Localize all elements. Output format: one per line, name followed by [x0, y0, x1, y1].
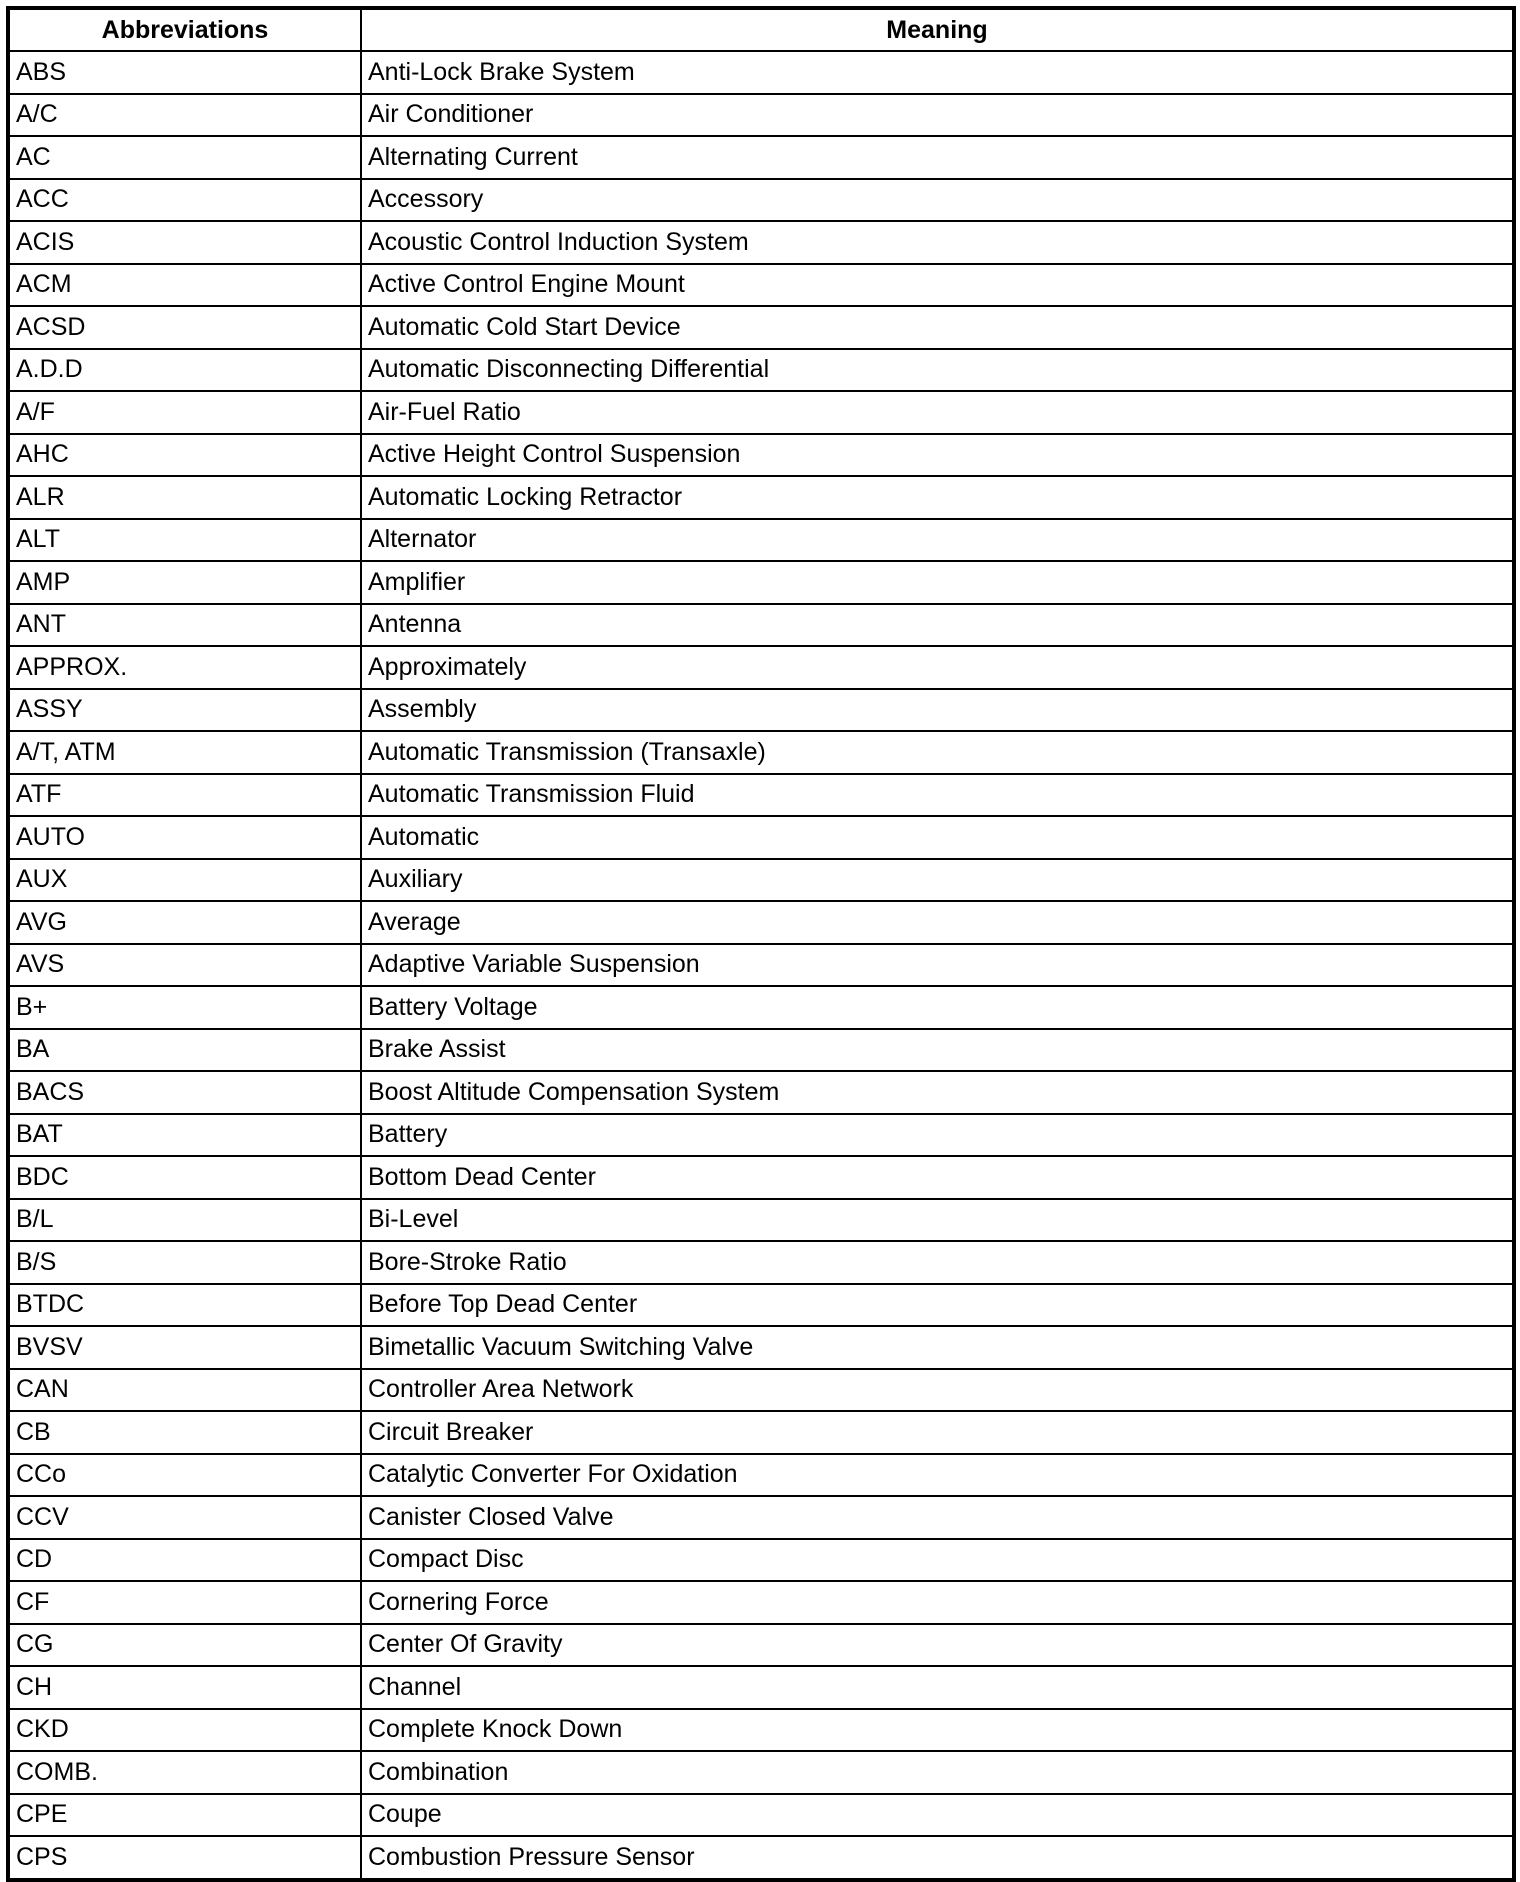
table-row [8, 1539, 1514, 1582]
table-row [8, 1581, 1514, 1624]
table-body [8, 51, 1514, 1880]
table-row [8, 94, 1514, 137]
abbreviation-cell: ASSY [8, 689, 361, 732]
meaning-cell: Approximately [361, 646, 1514, 689]
abbreviation-cell: CD [8, 1539, 361, 1582]
table-row [8, 1071, 1514, 1114]
abbreviation-cell: ACSD [8, 306, 361, 349]
meaning-cell: Cornering Force [361, 1581, 1514, 1624]
abbreviations-column-header: Abbreviations [8, 8, 361, 51]
abbreviation-cell: AMP [8, 561, 361, 604]
meaning-cell: Alternating Current [361, 136, 1514, 179]
meaning-cell: Automatic Disconnecting Differential [361, 349, 1514, 392]
abbreviation-cell: B/L [8, 1199, 361, 1242]
meaning-cell: Brake Assist [361, 1029, 1514, 1072]
table-row [8, 1666, 1514, 1709]
meaning-cell: Automatic Transmission (Transaxle) [361, 731, 1514, 774]
abbreviation-cell: CCV [8, 1496, 361, 1539]
header-row [8, 8, 1514, 51]
abbreviation-cell: ACM [8, 264, 361, 307]
abbreviation-cell: APPROX. [8, 646, 361, 689]
table-row [8, 731, 1514, 774]
meaning-cell: Automatic Cold Start Device [361, 306, 1514, 349]
meaning-cell: Complete Knock Down [361, 1709, 1514, 1752]
table-row [8, 1241, 1514, 1284]
table-row [8, 349, 1514, 392]
table-row [8, 1156, 1514, 1199]
meaning-cell: Center Of Gravity [361, 1624, 1514, 1667]
abbreviation-cell: A/F [8, 391, 361, 434]
abbreviation-cell: CAN [8, 1369, 361, 1412]
table-row [8, 434, 1514, 477]
abbreviation-cell: COMB. [8, 1751, 361, 1794]
abbreviation-cell: CG [8, 1624, 361, 1667]
meaning-cell: Automatic Locking Retractor [361, 476, 1514, 519]
table-row [8, 986, 1514, 1029]
table-row [8, 1624, 1514, 1667]
abbreviation-cell: ACIS [8, 221, 361, 264]
table-row [8, 774, 1514, 817]
table-row [8, 179, 1514, 222]
meaning-cell: Adaptive Variable Suspension [361, 944, 1514, 987]
meaning-cell: Combination [361, 1751, 1514, 1794]
meaning-cell: Combustion Pressure Sensor [361, 1836, 1514, 1880]
table-row [8, 391, 1514, 434]
table-row [8, 1284, 1514, 1327]
abbreviation-cell: CB [8, 1411, 361, 1454]
table-row [8, 1199, 1514, 1242]
abbreviation-cell: AHC [8, 434, 361, 477]
table-row [8, 1496, 1514, 1539]
abbreviation-cell: AVS [8, 944, 361, 987]
meaning-cell: Channel [361, 1666, 1514, 1709]
table-row [8, 689, 1514, 732]
table-row [8, 1794, 1514, 1837]
meaning-cell: Coupe [361, 1794, 1514, 1837]
table-row [8, 519, 1514, 562]
meaning-cell: Bore-Stroke Ratio [361, 1241, 1514, 1284]
table-row [8, 1411, 1514, 1454]
table-row [8, 1709, 1514, 1752]
abbreviation-cell: CCo [8, 1454, 361, 1497]
meaning-cell: Acoustic Control Induction System [361, 221, 1514, 264]
abbreviation-cell: CH [8, 1666, 361, 1709]
meaning-cell: Before Top Dead Center [361, 1284, 1514, 1327]
meaning-cell: Bottom Dead Center [361, 1156, 1514, 1199]
meaning-cell: Assembly [361, 689, 1514, 732]
abbreviation-cell: A/C [8, 94, 361, 137]
meaning-cell: Amplifier [361, 561, 1514, 604]
table-row [8, 476, 1514, 519]
abbreviation-cell: ALR [8, 476, 361, 519]
abbreviations-table [6, 6, 1516, 1882]
meaning-cell: Anti-Lock Brake System [361, 51, 1514, 94]
meaning-cell: Bimetallic Vacuum Switching Valve [361, 1326, 1514, 1369]
meaning-cell: Active Height Control Suspension [361, 434, 1514, 477]
abbreviation-cell: BDC [8, 1156, 361, 1199]
table-row [8, 1836, 1514, 1880]
table-row [8, 1751, 1514, 1794]
abbreviation-cell: CPS [8, 1836, 361, 1880]
meaning-cell: Alternator [361, 519, 1514, 562]
table-row [8, 264, 1514, 307]
table-row [8, 1454, 1514, 1497]
abbreviation-cell: A.D.D [8, 349, 361, 392]
meaning-cell: Catalytic Converter For Oxidation [361, 1454, 1514, 1497]
table-row [8, 1326, 1514, 1369]
meaning-cell: Compact Disc [361, 1539, 1514, 1582]
abbreviation-cell: AVG [8, 901, 361, 944]
abbreviation-cell: ABS [8, 51, 361, 94]
document-page [6, 6, 1512, 1874]
abbreviation-cell: ALT [8, 519, 361, 562]
abbreviation-cell: CF [8, 1581, 361, 1624]
table-header [8, 8, 1514, 51]
abbreviation-cell: CKD [8, 1709, 361, 1752]
table-row [8, 816, 1514, 859]
abbreviation-cell: BVSV [8, 1326, 361, 1369]
table-row [8, 1369, 1514, 1412]
meaning-cell: Average [361, 901, 1514, 944]
meaning-cell: Accessory [361, 179, 1514, 222]
meaning-cell: Air Conditioner [361, 94, 1514, 137]
meaning-cell: Air-Fuel Ratio [361, 391, 1514, 434]
table-row [8, 944, 1514, 987]
meaning-cell: Active Control Engine Mount [361, 264, 1514, 307]
abbreviation-cell: BTDC [8, 1284, 361, 1327]
abbreviation-cell: AUX [8, 859, 361, 902]
abbreviation-cell: CPE [8, 1794, 361, 1837]
table-row [8, 901, 1514, 944]
abbreviation-cell: B+ [8, 986, 361, 1029]
abbreviation-cell: AUTO [8, 816, 361, 859]
meaning-cell: Automatic [361, 816, 1514, 859]
abbreviation-cell: AC [8, 136, 361, 179]
abbreviation-cell: ATF [8, 774, 361, 817]
table-row [8, 51, 1514, 94]
meaning-cell: Circuit Breaker [361, 1411, 1514, 1454]
meaning-cell: Battery [361, 1114, 1514, 1157]
abbreviation-cell: B/S [8, 1241, 361, 1284]
meaning-column-header: Meaning [361, 8, 1514, 51]
meaning-cell: Auxiliary [361, 859, 1514, 902]
abbreviation-cell: ACC [8, 179, 361, 222]
meaning-cell: Boost Altitude Compensation System [361, 1071, 1514, 1114]
meaning-cell: Antenna [361, 604, 1514, 647]
abbreviation-cell: BACS [8, 1071, 361, 1114]
abbreviation-cell: ANT [8, 604, 361, 647]
table-row [8, 646, 1514, 689]
abbreviation-cell: A/T, ATM [8, 731, 361, 774]
meaning-cell: Battery Voltage [361, 986, 1514, 1029]
table-row [8, 221, 1514, 264]
meaning-cell: Automatic Transmission Fluid [361, 774, 1514, 817]
abbreviation-cell: BA [8, 1029, 361, 1072]
meaning-cell: Controller Area Network [361, 1369, 1514, 1412]
table-row [8, 1029, 1514, 1072]
abbreviation-cell: BAT [8, 1114, 361, 1157]
table-row [8, 561, 1514, 604]
table-row [8, 604, 1514, 647]
table-row [8, 306, 1514, 349]
meaning-cell: Canister Closed Valve [361, 1496, 1514, 1539]
meaning-cell: Bi-Level [361, 1199, 1514, 1242]
table-row [8, 136, 1514, 179]
table-row [8, 1114, 1514, 1157]
table-row [8, 859, 1514, 902]
